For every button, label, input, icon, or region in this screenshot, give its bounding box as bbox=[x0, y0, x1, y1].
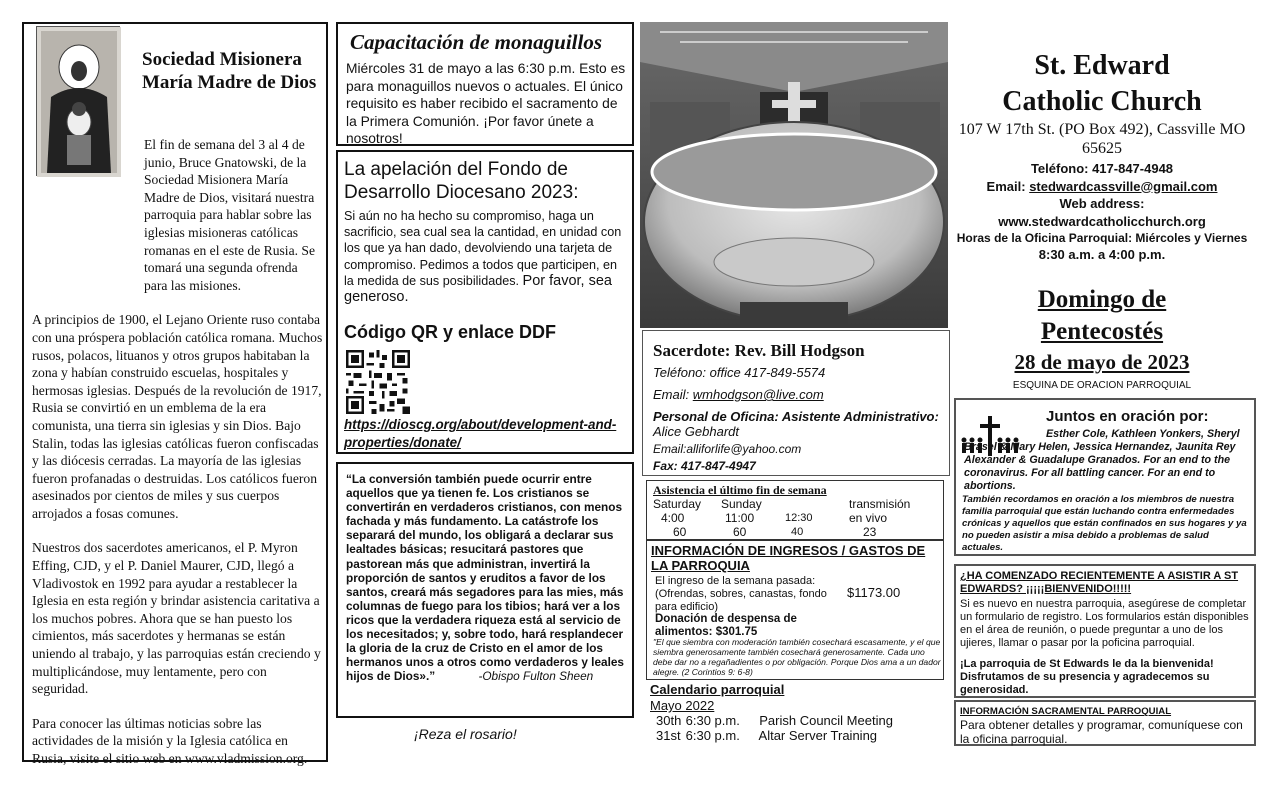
church-email-label: Email: bbox=[986, 178, 1026, 194]
qr-code-icon[interactable] bbox=[346, 350, 410, 414]
income-amount: $1173.00 bbox=[847, 585, 901, 600]
paragraph: El fin de semana del 3 al 4 de junio, Bruce Gnatowski, de la Sociedad Misionera María Madre de Dios, visitará nuestra parroquia para hablar sobre las iglesias misioneras católicas romanas en el este de Rusia. Se tomará una segunda ofrenda para las misiones. bbox=[144, 137, 316, 293]
attendance-count: 60 bbox=[733, 525, 747, 539]
ddf-title: La apelación del Fondo de Desarrollo Diocesano 2023: bbox=[344, 159, 579, 203]
attendance-col-saturday bbox=[653, 497, 701, 539]
event-title: Altar Server Training bbox=[758, 728, 878, 743]
welcome-box bbox=[954, 564, 1256, 698]
office-hours: Horas de la Oficina Parroquial: Miércoles y Viernes bbox=[956, 231, 1248, 245]
priest-email-label: Email: bbox=[653, 387, 690, 402]
office-staff-name: Alice Gebhardt bbox=[653, 424, 739, 439]
church-name bbox=[952, 48, 1252, 120]
attendance-title: Asistencia el último fin de semana bbox=[653, 483, 827, 497]
quote-text bbox=[346, 472, 630, 683]
office-staff-email: Email:alliforlife@yahoo.com bbox=[653, 442, 802, 456]
attendance-time: 4:00 bbox=[661, 511, 685, 525]
sunday-title bbox=[952, 284, 1252, 348]
church-phone: Teléfono: 417-847-4948 bbox=[1030, 161, 1174, 176]
prayer-corner-heading: ESQUINA DE ORACION PARROQUIAL bbox=[1012, 380, 1192, 391]
income-label: El ingreso de la semana pasada: (Ofrendas, sobres, canastas, fondo para edificio) bbox=[655, 575, 827, 613]
attendance-time: 12:30 bbox=[785, 512, 813, 524]
church-address: 107 W 17th St. (PO Box 492), Cassville MO 65625 bbox=[958, 121, 1246, 157]
church-contact-info bbox=[952, 160, 1252, 264]
paragraph: Nuestros dos sacerdotes americanos, el P. Myron Effing, CJD, y el P. Daniel Maurer, CJD, llegó a Vladivostok en 1992 para ayudar a restablecer la Iglesia en esta región y brindar asistencia caritativa a los muchos pobres. Ahora que se han puesto los cimientos, más sacerdotes y hermanas se están uniendo al trabajo, y las parroquias están creciendo y multiplicándose, muy lentamente, pero con seguridad. bbox=[32, 540, 321, 697]
attendance-col-sunday bbox=[721, 497, 762, 539]
attendance-count: 40 bbox=[791, 526, 804, 538]
ddf-appeal-box bbox=[336, 150, 634, 454]
prayer-also: También recordamos en oración a los miembros de nuestra familia parroquial que están luchando contra enfermedades crónicas y aquellos que están confinados en sus hogares y ya no pueden asistir a misa debido a problemas de salud actuales. bbox=[962, 494, 1247, 553]
baptismal-font-photo bbox=[640, 22, 948, 328]
church-web-link[interactable]: www.stedwardcatholicchurch.org bbox=[998, 213, 1206, 229]
priest-email-link[interactable]: wmhodgson@live.com bbox=[692, 387, 824, 402]
attendance-box bbox=[646, 480, 944, 540]
mission-society-title: Sociedad Misionera María Madre de Dios bbox=[142, 49, 317, 93]
prayer-box bbox=[954, 398, 1256, 556]
priest-title: Sacerdote: Rev. Bill Hodgson bbox=[653, 341, 865, 360]
paragraph: Para conocer las últimas noticias sobre las actividades de la misión y la Iglesia católica en Rusia, visite el sitio web en www.vladmission.org. bbox=[32, 715, 308, 766]
mission-society-column bbox=[22, 22, 328, 766]
attendance-col-1230 bbox=[785, 511, 813, 539]
income-box bbox=[646, 540, 944, 680]
calendar-month: Mayo 2022 bbox=[650, 698, 715, 713]
quote-author: -Obispo Fulton Sheen bbox=[478, 669, 594, 684]
attendance-count: 23 bbox=[863, 525, 877, 539]
attendance-label: Saturday bbox=[653, 497, 702, 511]
sacrament-body: Para obtener detalles y programar, comuníquese con la oficina parroquial. bbox=[960, 718, 1243, 746]
event-time: 6:30 p.m. bbox=[685, 713, 740, 728]
event-day: 31st bbox=[656, 728, 681, 743]
church-name-line1: St. Edward bbox=[1034, 50, 1170, 81]
quote-body: “La conversión también puede ocurrir entre aquellos que ya tienen fe. Los cristianos se convertirán en verdaderos cristianos, con menos fachada y más fundamento. La catástrofe los separará del mundo, los obligará a declarar sus lealtades básicas; resucitará pastores que pastorean más que administran, invertirá la proporción de santos y eruditos a favor de los santos, creará más segadores para las mies, más columnas de fuego para los tibios; hará ver a los ricos que la verdadera riqueza está al servicio de los necesitados; y, sobre todo, hará resplandecer la gloria de la cruz de Cristo en el amor de los hermanos unos a otros como verdaderos y leales hijos de Dios».” bbox=[346, 472, 624, 684]
paragraph: A principios de 1900, el Lejano Oriente ruso contaba con una próspera población católica romana. Muchos rusos, polacos, lituanos y otros grupos habitaban la zona y habían construido escuelas, hospitales y hermosas iglesias. Después de la revolución de 1917, Rusia se convirtió en un emblema de la era comunista, una tierra sin iglesias y sin Dios. Bajo Stalin, todas las iglesias católicas fueron confiscadas y las diócesis cerradas. La mayoría de las iglesias fueron profanadas o destruidas. Los católicos fueron asesinados por cientos de miles y sus cuerpos arrojados a fosas comunes. bbox=[32, 312, 323, 521]
priest-contact-box bbox=[642, 330, 950, 476]
calendar-title: Calendario parroquial bbox=[650, 682, 785, 697]
welcome-body: Si es nuevo en nuestra parroquia, asegúrese de completar un formulario de registro. Los formularios están disponibles en el área de reunión, o puede preguntar a uno de los ujieres, llamar o pasar por la poficina parroquial. bbox=[960, 598, 1249, 649]
event-time: 6:30 p.m. bbox=[685, 728, 740, 743]
sacrament-title: INFORMACIÓN SACRAMENTAL PARROQUIAL bbox=[960, 706, 1172, 717]
calendar-event bbox=[656, 713, 893, 728]
welcome-title: ¿HA COMENZADO RECIENTEMENTE A ASISTIR A ST EDWARDS? ¡¡¡¡¡BIENVENIDO!!!!! bbox=[960, 570, 1239, 595]
office-staff-line bbox=[653, 409, 943, 439]
priest-email-line bbox=[653, 387, 824, 402]
priest-phone: Teléfono: office 417-849-5574 bbox=[653, 365, 826, 380]
attendance-label: transmisión bbox=[849, 497, 911, 511]
scripture-verse: "El que siembra con moderación también cosechará escasamente, y el que siembra generosamente también cosechará generosamente. Cada uno debe dar no a regañadientes o por obligación. Porque Dios ama a un dador alegre. (2 Corintios 9: 6-8) bbox=[653, 637, 941, 677]
event-day: 30th bbox=[656, 713, 682, 728]
altar-server-title: Capacitación de monaguillos bbox=[350, 30, 603, 54]
ddf-body-text: Si aún no ha hecho su compromiso, haga un sacrificio, sea cual sea la cantidad, en unidad con los que ya han dado, devolviendo una tarjeta de compromiso. Pedimos a todos que participen, en la medida de sus posibilidades. bbox=[344, 209, 622, 288]
attendance-sub: en vivo bbox=[849, 511, 888, 525]
mission-society-body bbox=[32, 136, 324, 785]
sacrament-box bbox=[954, 700, 1256, 746]
altar-server-body: Miércoles 31 de mayo a las 6:30 p.m. Esto es para monaguillos nuevos o actuales. El único requisito es haber recibido el sacramento de la Primera Comunión. ¡Por favor únete a nosotros! bbox=[346, 61, 626, 146]
church-name-line2: Catholic Church bbox=[1002, 86, 1202, 117]
office-hours-time: 8:30 a.m. a 4:00 p.m. bbox=[1038, 247, 1166, 262]
prayer-title: Juntos en oración por: bbox=[1046, 408, 1209, 425]
attendance-count: 60 bbox=[673, 525, 687, 539]
calendar-event bbox=[656, 728, 877, 743]
ddf-donate-link[interactable]: https://dioscg.org/about/development-and-properties/donate/ bbox=[344, 417, 617, 450]
attendance-time: 11:00 bbox=[725, 511, 755, 525]
ddf-body bbox=[344, 208, 630, 305]
ddf-qr-label: Código QR y enlace DDF bbox=[344, 322, 557, 342]
event-title: Parish Council Meeting bbox=[759, 713, 893, 728]
sunday-line1: Domingo de bbox=[1037, 286, 1167, 313]
office-fax: Fax: 417-847-4947 bbox=[653, 459, 756, 473]
church-email-link[interactable]: stedwardcassville@gmail.com bbox=[1029, 178, 1218, 194]
church-email-line bbox=[952, 178, 1252, 196]
food-donation: Donación de despensa de alimentos: $301.75 bbox=[655, 613, 797, 638]
church-web-label: Web address: bbox=[1059, 196, 1145, 211]
parish-calendar bbox=[646, 682, 944, 746]
sheen-quote-box bbox=[336, 462, 634, 718]
altar-server-training-box bbox=[336, 22, 634, 146]
attendance-label: Sunday bbox=[721, 497, 762, 511]
prayer-names: Esther Cole, Kathleen Yonkers, Sheryl Brasel & Mary Helen, Jessica Hernandez, Jaunita Rey Alexander & Guadalupe Granados. For an end to the coronavirus. For all battling cancer. For an end to abortions. bbox=[964, 428, 1240, 492]
attendance-col-stream bbox=[849, 497, 910, 539]
income-title: INFORMACIÓN DE INGRESOS / GASTOS DE LA PARROQUIA bbox=[651, 543, 926, 573]
ddf-body-emphasis: Por favor, sea generoso. bbox=[344, 272, 612, 306]
sunday-date: 28 de mayo de 2023 bbox=[1014, 350, 1190, 374]
rosary-note: ¡Reza el rosario! bbox=[414, 726, 517, 742]
welcome-message: ¡La parroquia de St Edwards le da la bienvenida! Disfrutamos de su presencia y agradecemos su generosidad. bbox=[960, 658, 1214, 696]
office-staff-label: Personal de Oficina: Asistente Administrativo: bbox=[653, 409, 939, 424]
sunday-line2: Pentecostés bbox=[1040, 318, 1164, 345]
